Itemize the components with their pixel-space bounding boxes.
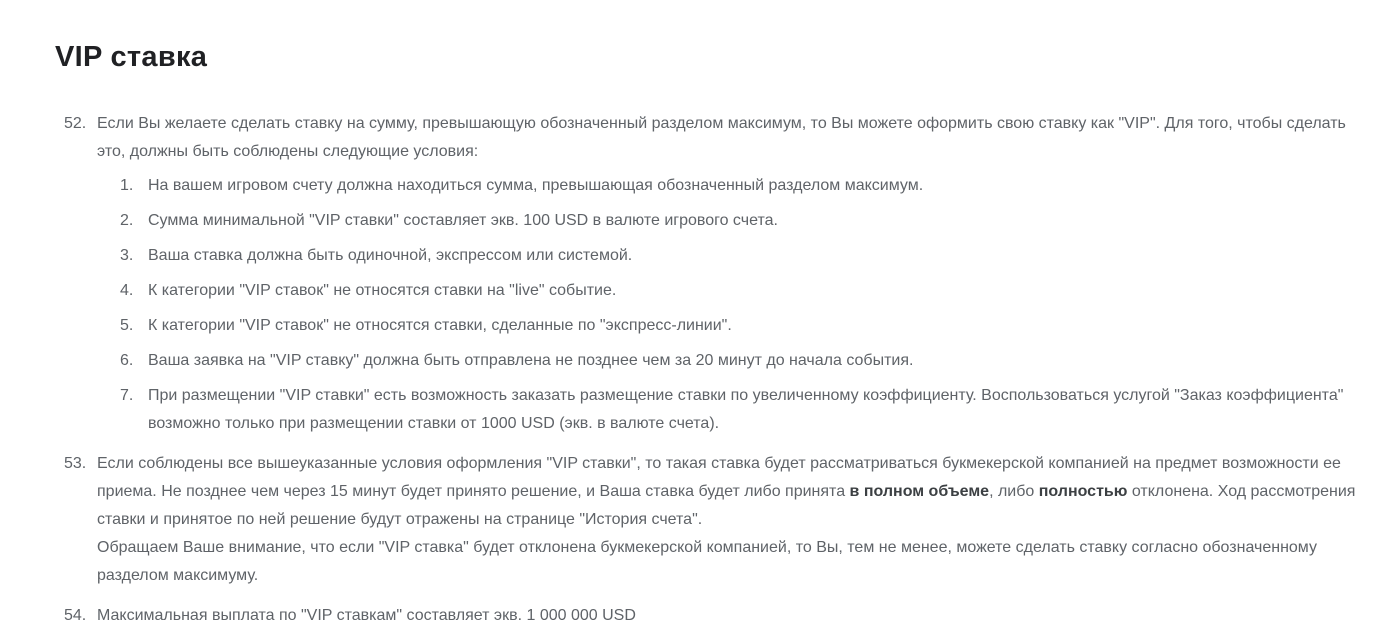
condition-number: 6. xyxy=(120,352,134,369)
condition-item-4 xyxy=(120,277,1359,305)
condition-number: 3. xyxy=(120,247,134,264)
term-text: Если соблюдены все вышеуказанные условия оформления "VIP ставки", то такая ставка будет рассматриваться букмекерской компанией на предмет возможности ее приема. Не позднее чем через 15 минут будет принято решение, и Ваша ставка будет либо принята в полном объеме, либо полностью отклонена. Ход рассмотрения ставки и принятое по ней решение будут отражены на странице "История счета". Обращаем Ваше внимание, что если "VIP ставка" будет отклонена букмекерской компанией, то Вы, тем не менее, можете сделать ставку согласно обозначенному разделом максимуму. xyxy=(97,455,1356,584)
term-number: 53. xyxy=(64,455,87,472)
term-text: Максимальная выплата по "VIP ставкам" составляет экв. 1 000 000 USD xyxy=(97,607,636,624)
term-item-53 xyxy=(64,450,1359,590)
term-content xyxy=(97,110,1359,438)
page-title: VIP ставка xyxy=(55,41,208,73)
condition-item-6 xyxy=(120,347,1359,375)
conditions-list xyxy=(97,172,1359,438)
condition-text: На вашем игровом счету должна находиться сумма, превышающая обозначенный разделом максимум. xyxy=(148,177,924,194)
term-text: Если Вы желаете сделать ставку на сумму, превышающую обозначенный разделом максимум, то Вы можете оформить свою ставку как "VIP". Для того, чтобы сделать это, должны быть соблюдены следующие условия: xyxy=(97,115,1346,160)
condition-item-3 xyxy=(120,242,1359,270)
condition-item-1 xyxy=(120,172,1359,200)
condition-text: К категории "VIP ставок" не относятся ставки на "live" событие. xyxy=(148,282,617,299)
term-number: 52. xyxy=(64,115,87,132)
terms-list xyxy=(64,110,1359,630)
condition-text: К категории "VIP ставок" не относятся ставки, сделанные по "экспресс-линии". xyxy=(148,317,732,334)
condition-item-2 xyxy=(120,207,1359,235)
condition-number: 1. xyxy=(120,177,134,194)
condition-text: Сумма минимальной "VIP ставки" составляет экв. 100 USD в валюте игрового счета. xyxy=(148,212,778,229)
term-item-52 xyxy=(64,110,1359,438)
condition-item-7 xyxy=(120,382,1359,438)
condition-number: 4. xyxy=(120,282,134,299)
condition-number: 2. xyxy=(120,212,134,229)
term-item-54 xyxy=(64,602,1359,630)
condition-number: 7. xyxy=(120,387,134,404)
condition-text: Ваша заявка на "VIP ставку" должна быть отправлена не позднее чем за 20 минут до начала события. xyxy=(148,352,914,369)
condition-item-5 xyxy=(120,312,1359,340)
condition-text: При размещении "VIP ставки" есть возможность заказать размещение ставки по увеличенному коэффициенту. Воспользоваться услугой "Заказ коэффициента" возможно только при размещении ставки от 1000 USD (экв. в валюте счета). xyxy=(148,387,1344,432)
condition-number: 5. xyxy=(120,317,134,334)
term-number: 54. xyxy=(64,607,87,624)
condition-text: Ваша ставка должна быть одиночной, экспрессом или системой. xyxy=(148,247,633,264)
